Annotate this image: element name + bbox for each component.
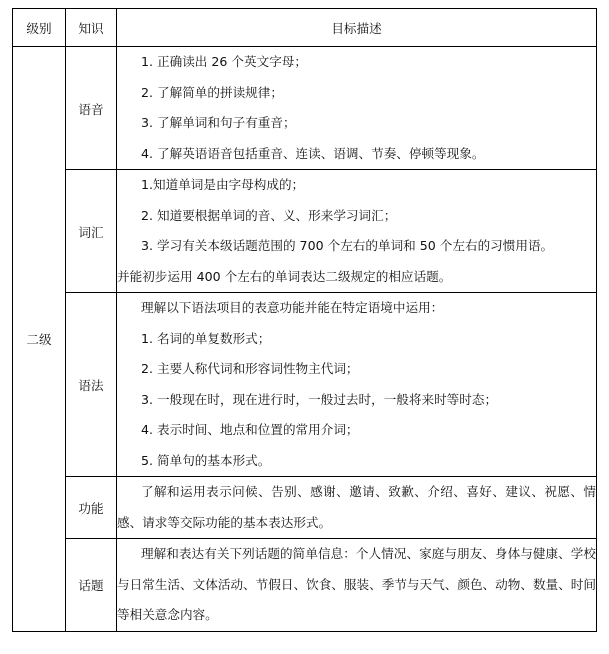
category-phonetics: 语音 [66, 47, 117, 170]
description-line: 理解以下语法项目的表意功能并能在特定语境中运用： [141, 300, 444, 315]
description-vocabulary [117, 170, 597, 293]
description-paragraph: 理解和表达有关下列话题的简单信息：个人情况、家庭与朋友、身体与健康、学校与日常生活、文体活动、节假日、饮食、服装、季节与天气、颜色、动物、数量、时间等相关意念内容。 [117, 546, 596, 622]
description-topics [117, 539, 597, 632]
table-row-topics [13, 539, 597, 632]
description-functions [117, 477, 597, 539]
table-row-functions [13, 477, 597, 539]
description-line: 1. 名词的单复数形式； [141, 330, 271, 346]
description-grammar [117, 293, 597, 477]
category-vocabulary: 词汇 [66, 170, 117, 293]
description-line: 1.知道单词是由字母构成的； [141, 177, 305, 192]
header-knowledge: 知识 [66, 9, 117, 47]
table-row-grammar [13, 293, 597, 477]
category-functions: 功能 [66, 477, 117, 539]
description-line: 3. 了解单词和句子有重音； [141, 115, 296, 130]
table-row-phonetics [13, 47, 597, 170]
description-line: 4. 了解英语语音包括重音、连读、语调、节奏、停顿等现象。 [141, 145, 485, 161]
description-line: 2. 知道要根据单词的音、义、形来学习词汇； [141, 207, 397, 223]
description-line: 2. 了解简单的拼读规律； [141, 84, 283, 100]
header-row [13, 9, 597, 47]
description-line: 3. 学习有关本级话题范围的 700 个左右的单词和 50 个左右的习惯用语。 [141, 238, 554, 253]
header-level: 级别 [13, 9, 66, 47]
level-cell: 二级 [13, 47, 66, 632]
description-phonetics [117, 47, 597, 170]
description-line: 4. 表示时间、地点和位置的常用介词； [141, 422, 359, 437]
description-paragraph: 了解和运用表示问候、告别、感谢、邀请、致歉、介绍、喜好、建议、祝愿、情感、请求等交际功能的基本表达形式。 [117, 484, 596, 530]
description-line: 1. 正确读出 26 个英文字母； [141, 54, 307, 69]
description-line: 2. 主要人称代词和形容词性物主代词； [141, 361, 359, 376]
header-description: 目标描述 [117, 9, 597, 47]
description-line: 3. 一般现在时，现在进行时，一般过去时，一般将来时等时态； [141, 391, 498, 407]
description-line: 5. 简单句的基本形式。 [141, 452, 271, 468]
category-grammar: 语法 [66, 293, 117, 477]
description-line: 并能初步运用 400 个左右的单词表达二级规定的相应话题。 [117, 268, 452, 284]
table-row-vocabulary [13, 170, 597, 293]
category-topics: 话题 [66, 539, 117, 632]
curriculum-table [12, 8, 597, 632]
